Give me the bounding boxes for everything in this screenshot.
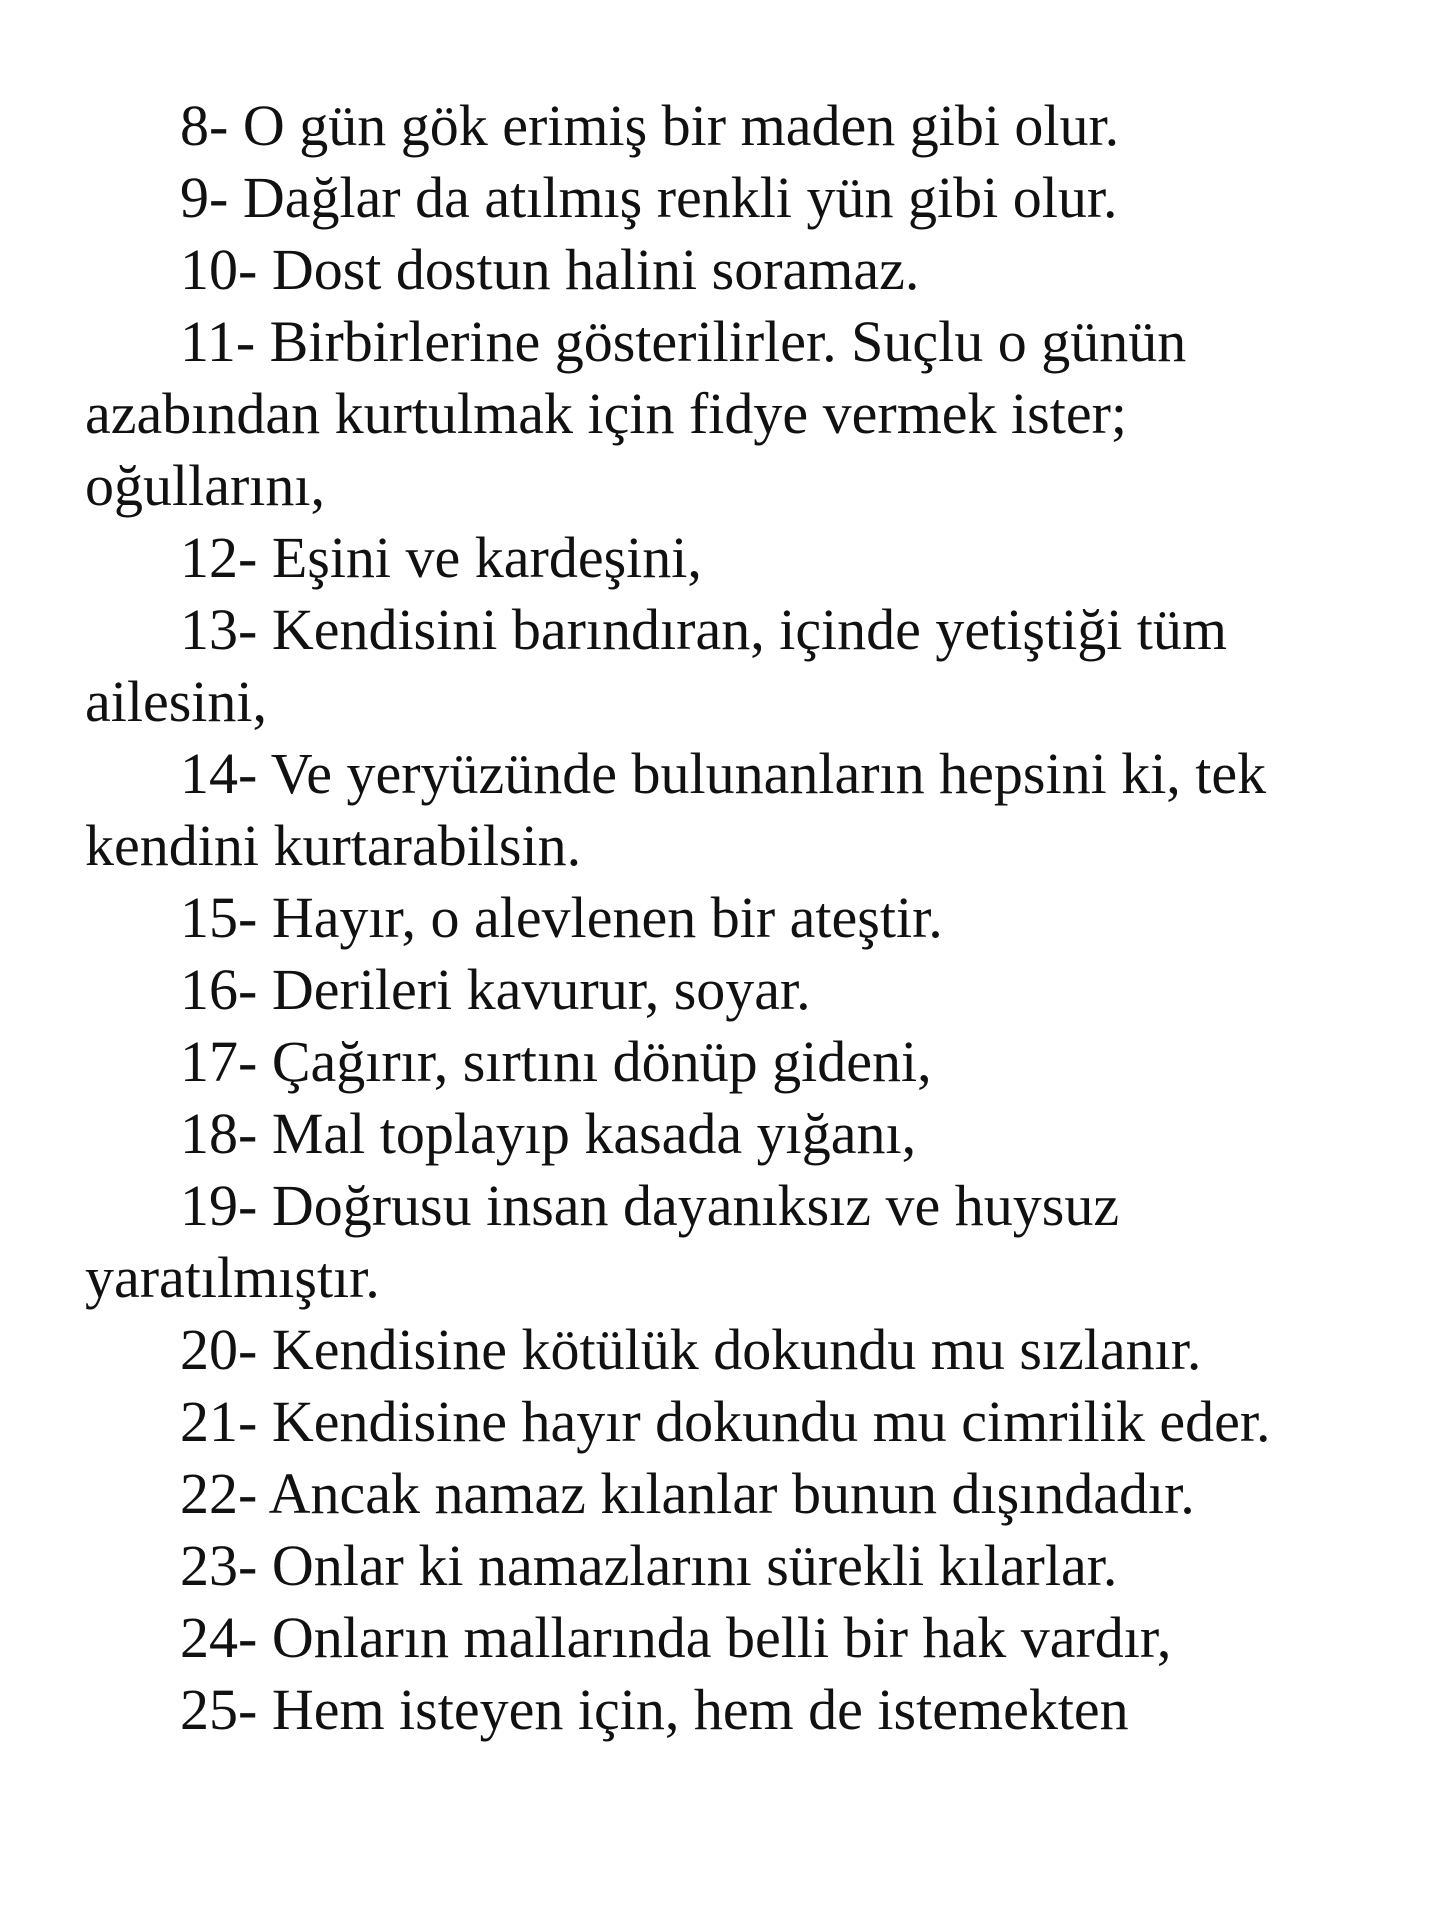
- verse-9: 9- Dağlar da atılmış renkli yün gibi olur.: [180, 165, 1118, 230]
- verse-22: 22- Ancak namaz kılanlar bunun dışındadır.: [180, 1461, 1195, 1526]
- verse-8: 8- O gün gök erimiş bir maden gibi olur.: [180, 93, 1120, 158]
- verse-12: 12- Eşini ve kardeşini,: [180, 525, 702, 590]
- verse-16: 16- Derileri kavurur, soyar.: [180, 957, 811, 1022]
- verse-15: 15- Hayır, o alevlenen bir ateştir.: [180, 885, 943, 950]
- verse-10: 10- Dost dostun halini soramaz.: [180, 237, 920, 302]
- verse-11: 11- Birbirlerine gösterilirler. Suçlu o günün azabından kurtulmak için fidye vermek ister; oğullarını,: [85, 309, 1187, 518]
- verse-23: 23- Onlar ki namazlarını sürekli kılarlar.: [180, 1533, 1118, 1598]
- verse-13: 13- Kendisini barındıran, içinde yetiştiği tüm ailesini,: [85, 597, 1228, 734]
- verse-25: 25- Hem isteyen için, hem de istemekten: [180, 1677, 1129, 1742]
- verse-24: 24- Onların mallarında belli bir hak vardır,: [180, 1605, 1172, 1670]
- verse-20: 20- Kendisine kötülük dokundu mu sızlanır.: [180, 1317, 1202, 1382]
- verse-17: 17- Çağırır, sırtını dönüp gideni,: [180, 1029, 932, 1094]
- verse-18: 18- Mal toplayıp kasada yığanı,: [180, 1101, 917, 1166]
- verse-21: 21- Kendisine hayır dokundu mu cimrilik eder.: [180, 1389, 1271, 1454]
- verse-19: 19- Doğrusu insan dayanıksız ve huysuz yaratılmıştır.: [85, 1173, 1120, 1310]
- verse-list: [85, 90, 1370, 1746]
- verse-14: 14- Ve yeryüzünde bulunanların hepsini ki, tek kendini kurtarabilsin.: [85, 741, 1267, 878]
